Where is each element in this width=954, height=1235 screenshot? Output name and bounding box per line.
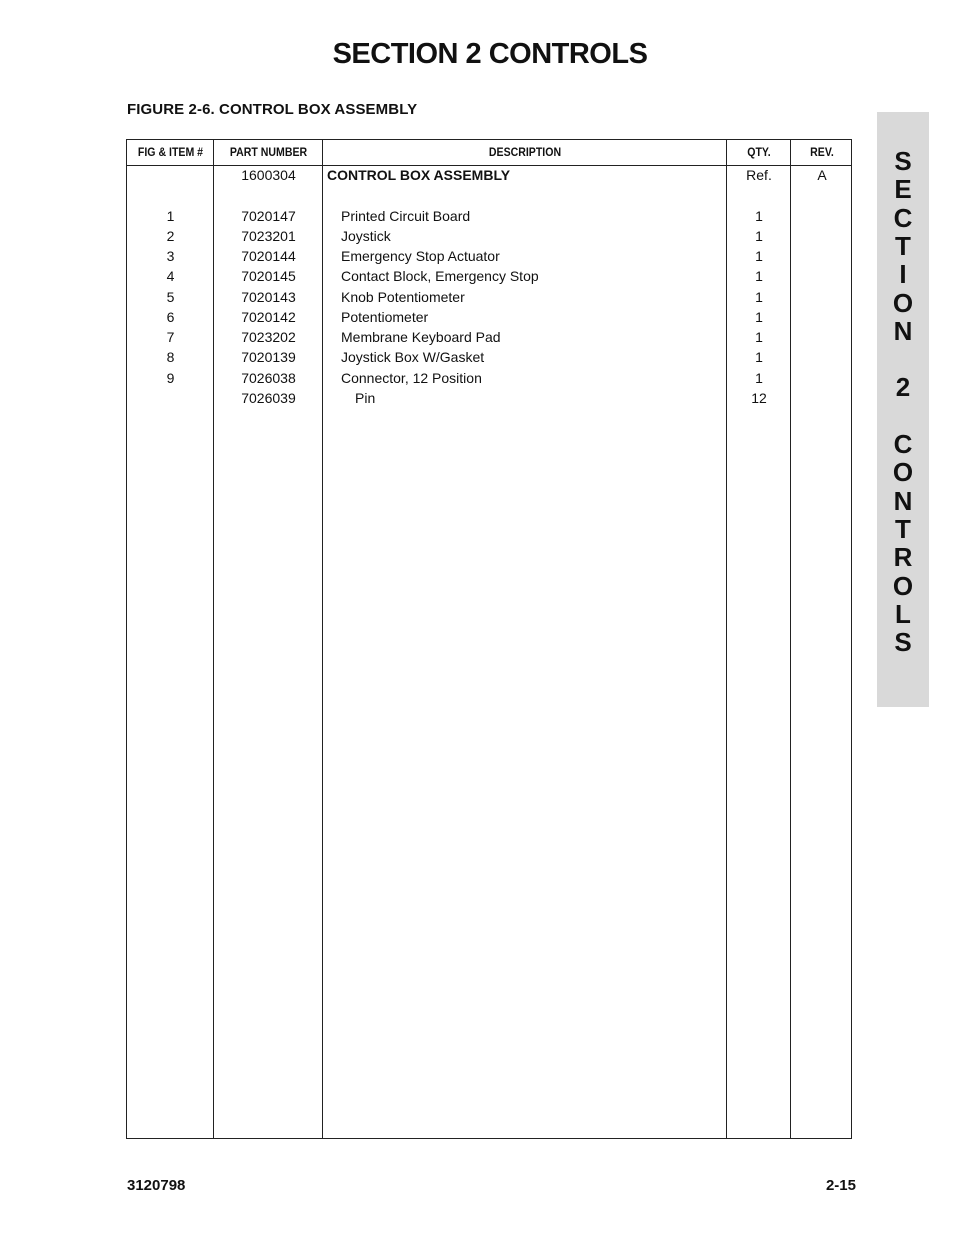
- description-cell: Membrane Keyboard Pad: [341, 329, 501, 345]
- side-tab-letter: L: [895, 598, 911, 629]
- table-row: [127, 287, 851, 307]
- header-rev: REV.: [810, 145, 834, 159]
- qty-cell: 1: [755, 309, 763, 325]
- table-row: [127, 327, 851, 347]
- part-number-cell: 7023201: [241, 228, 296, 244]
- qty-cell: 1: [755, 248, 763, 264]
- description-cell: Potentiometer: [341, 309, 429, 325]
- fig-item-cell: 7: [166, 329, 175, 345]
- side-tab-letter: T: [895, 230, 911, 261]
- figure-title: FIGURE 2-6. CONTROL BOX ASSEMBLY: [127, 101, 418, 118]
- qty-cell: 1: [755, 370, 763, 386]
- side-tab-letter: O: [892, 457, 914, 488]
- fig-item-cell: 2: [166, 228, 175, 244]
- header-fig-item: FIG & ITEM #: [137, 145, 204, 159]
- part-number-cell: 7023202: [241, 329, 296, 345]
- page-number: 2-15: [825, 1177, 856, 1194]
- description-cell: Printed Circuit Board: [341, 208, 471, 224]
- table-row: [127, 347, 851, 367]
- header-part-number: PART NUMBER: [229, 145, 308, 159]
- description-cell: Joystick: [341, 228, 391, 244]
- side-tab-letter: T: [895, 513, 911, 544]
- side-tab-letter: C: [893, 429, 913, 459]
- qty-cell: 1: [755, 268, 763, 284]
- fig-item-cell: 1: [166, 208, 175, 224]
- part-number-cell: 7020147: [241, 208, 296, 224]
- part-number-cell: 7026038: [241, 370, 296, 386]
- section-title: SECTION 2 CONTROLS: [332, 38, 648, 70]
- part-number-cell: 7020144: [241, 248, 296, 264]
- fig-item-cell: 5: [166, 289, 175, 305]
- description-cell: Knob Potentiometer: [341, 289, 465, 305]
- table-row: [127, 266, 851, 286]
- qty-cell: 1: [755, 208, 763, 224]
- table-row: [127, 165, 851, 185]
- side-tab-letter: N: [893, 485, 913, 516]
- fig-item-cell: 9: [166, 370, 175, 386]
- side-tab-letter: R: [893, 542, 913, 573]
- part-number-cell: 7020142: [241, 309, 296, 325]
- header-description: DESCRIPTION: [488, 145, 562, 159]
- qty-cell: 1: [755, 289, 763, 305]
- description-cell: Connector, 12 Position: [341, 370, 482, 386]
- side-tab-letter: O: [892, 287, 914, 318]
- part-number-cell: 1600304: [241, 167, 296, 183]
- qty-cell: 1: [755, 228, 763, 244]
- table-row: [127, 226, 851, 246]
- side-tab-letter: S: [894, 146, 912, 176]
- side-tab-letter: I: [899, 259, 907, 290]
- parts-table: [126, 139, 852, 1139]
- fig-item-cell: 6: [166, 309, 175, 325]
- table-row: [127, 368, 851, 388]
- qty-cell: 1: [755, 349, 763, 365]
- qty-cell: 1: [755, 329, 763, 345]
- description-cell: Joystick Box W/Gasket: [341, 349, 485, 365]
- table-row: [127, 307, 851, 327]
- part-number-cell: 7020139: [241, 349, 296, 365]
- table-row: [127, 246, 851, 266]
- qty-cell: Ref.: [746, 167, 772, 183]
- side-tab-letter: S: [894, 627, 912, 658]
- table-row: [127, 388, 851, 408]
- description-cell: Pin: [355, 390, 376, 406]
- description-cell: CONTROL BOX ASSEMBLY: [327, 167, 511, 183]
- fig-item-cell: 4: [166, 268, 175, 284]
- rev-cell: A: [817, 167, 827, 183]
- document-number: 3120798: [127, 1177, 186, 1194]
- description-cell: Contact Block, Emergency Stop: [341, 268, 539, 284]
- part-number-cell: 7020145: [241, 268, 296, 284]
- section-side-tab: [877, 112, 929, 707]
- fig-item-cell: 3: [166, 248, 175, 264]
- side-tab-letter: O: [892, 570, 914, 601]
- fig-item-cell: 8: [166, 349, 175, 365]
- description-cell: Emergency Stop Actuator: [341, 248, 500, 264]
- qty-cell: 12: [751, 390, 767, 406]
- part-number-cell: 7026039: [241, 390, 296, 406]
- side-tab-letter: E: [894, 174, 912, 205]
- table-row: [127, 206, 851, 226]
- part-number-cell: 7020143: [241, 289, 296, 305]
- header-qty: QTY.: [747, 145, 771, 159]
- side-tab-letter: 2: [895, 372, 911, 403]
- side-tab-letter: C: [893, 202, 913, 233]
- side-tab-letter: N: [893, 315, 913, 346]
